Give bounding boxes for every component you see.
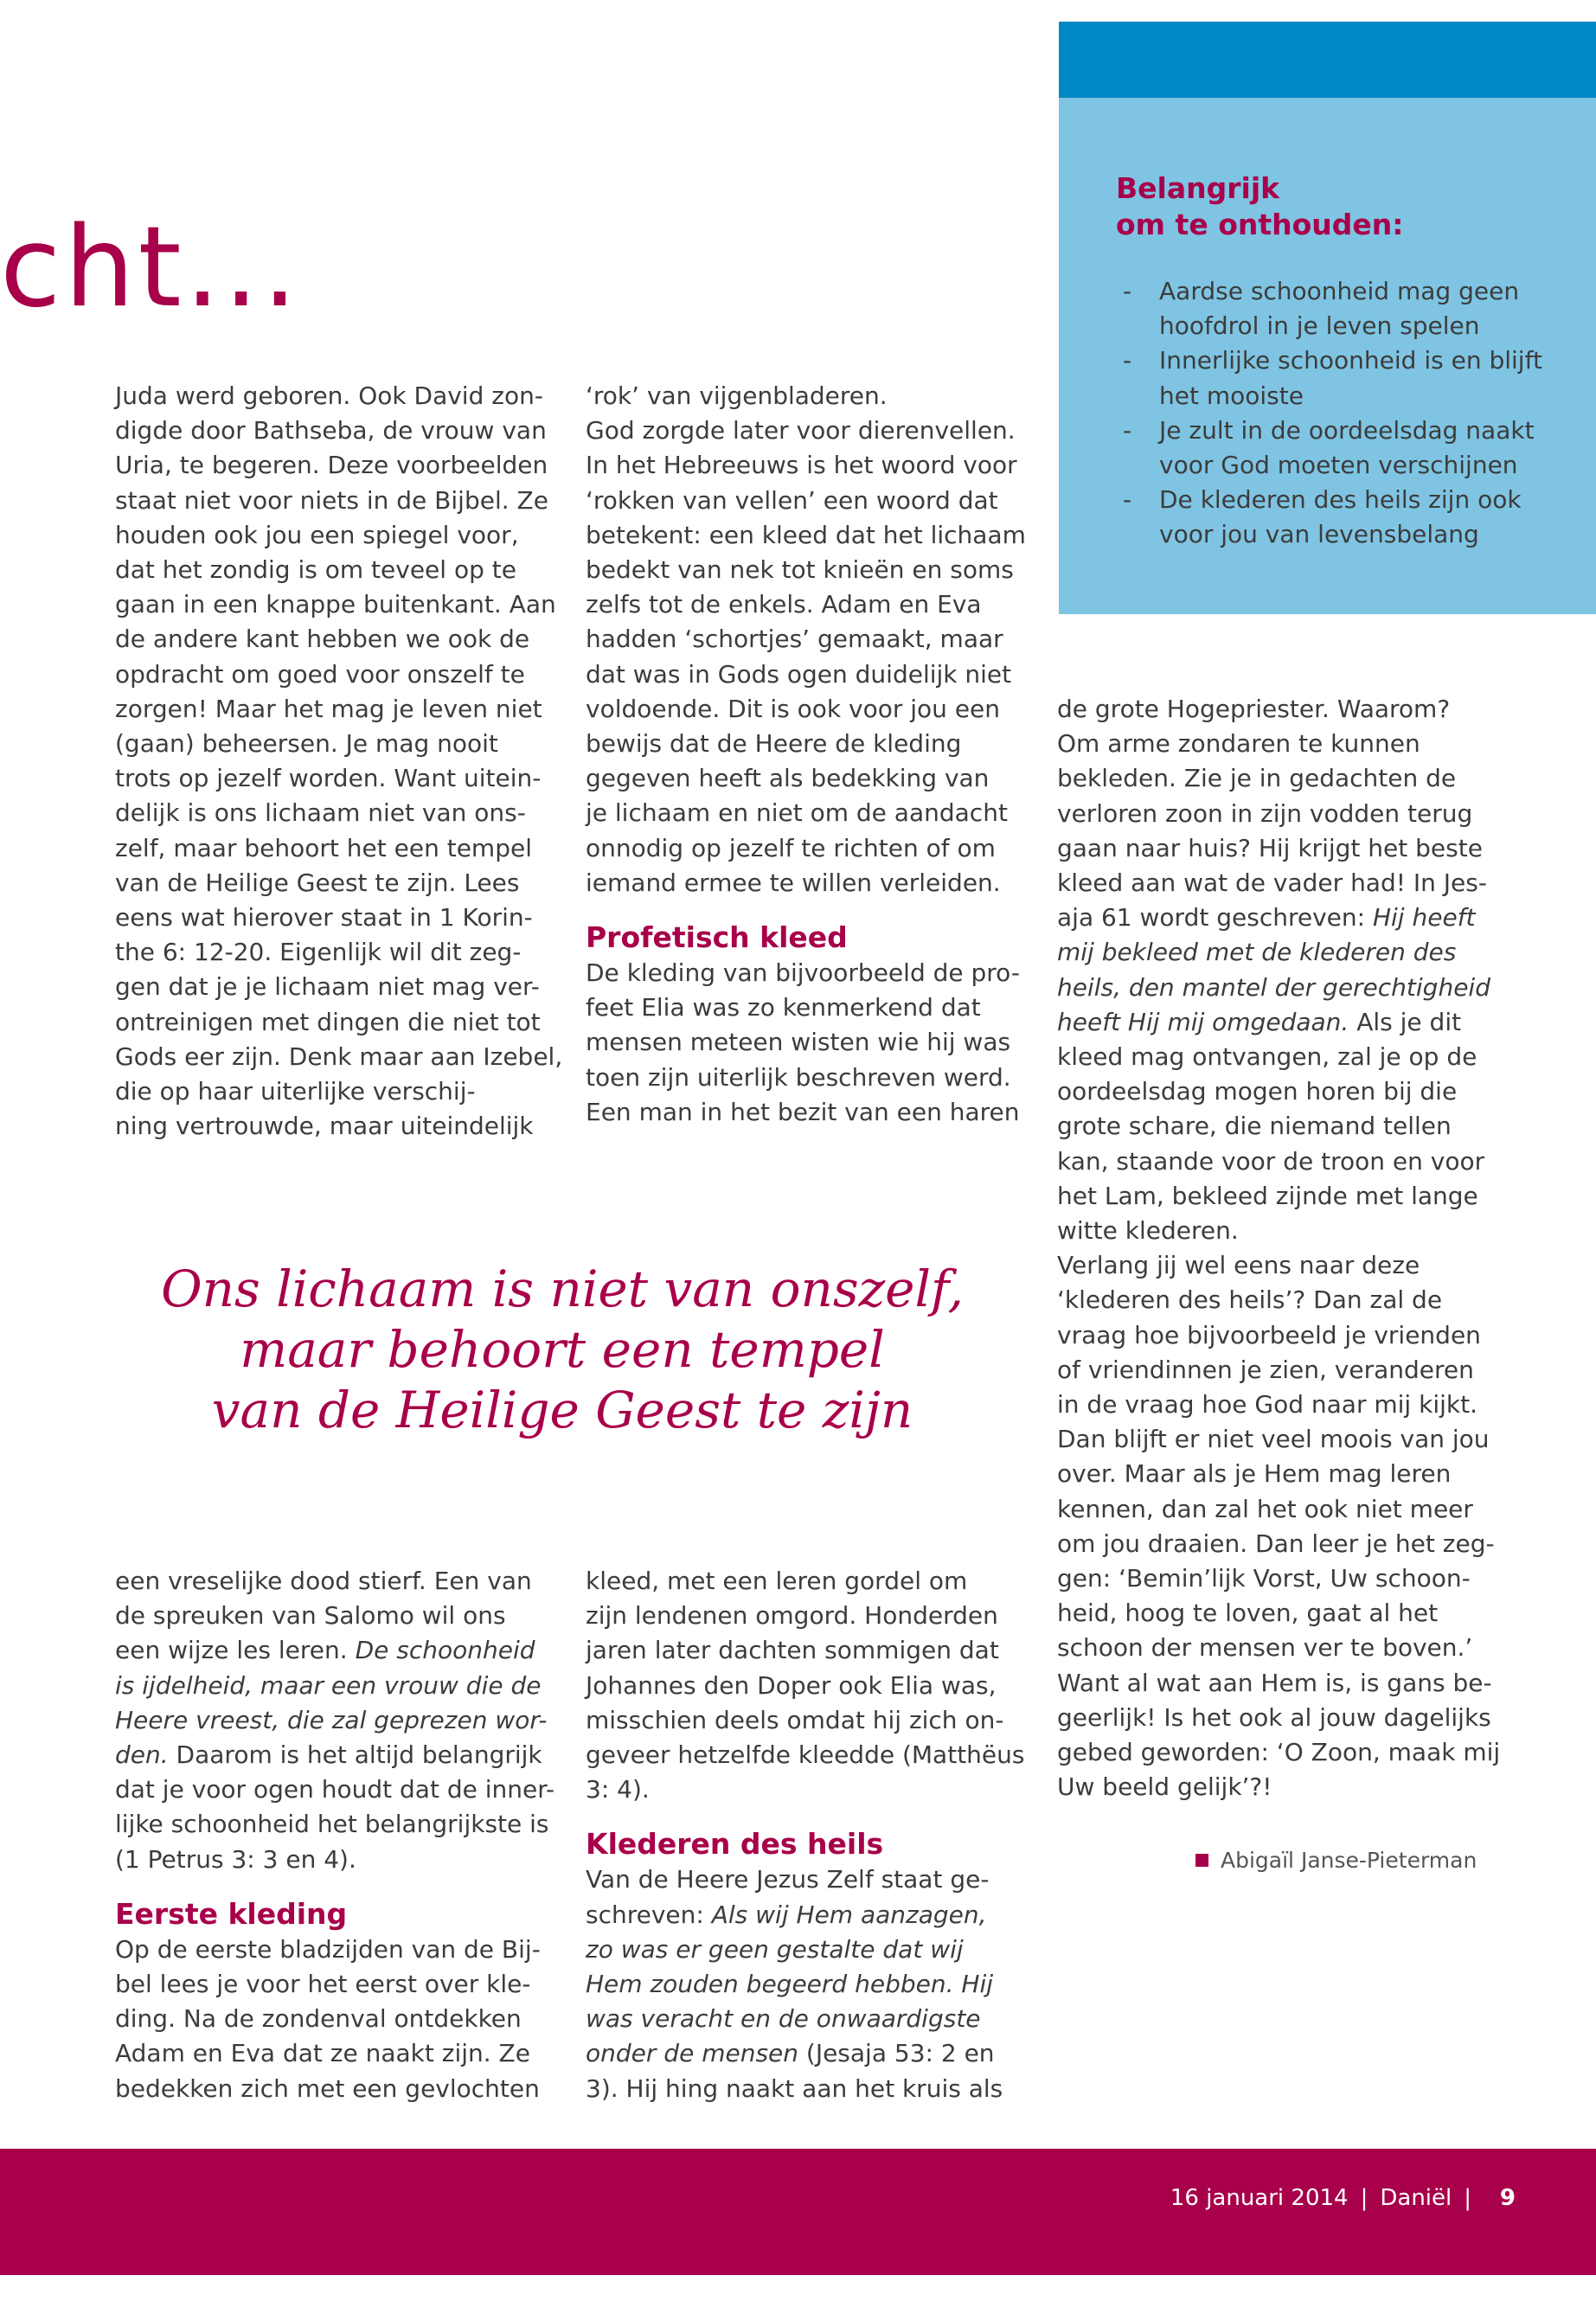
section-heading-eerste-kleding: Eerste kleding <box>115 1896 348 1931</box>
footer-separator: | <box>1464 2185 1471 2211</box>
page-footer <box>0 2149 1596 2275</box>
column-1-bottom <box>115 1564 565 2106</box>
key-point-item: - Je zult in de oordeelsdag naakt voor God moeten verschijnen <box>1123 413 1573 483</box>
column-3-text <box>1057 692 1507 1805</box>
pull-quote <box>130 1259 995 1440</box>
author-byline <box>1195 1843 1477 1878</box>
column-2-section-text: De kleding van bijvoorbeeld de pro- feet Elia was zo kenmerkend dat mensen meteen wisten wie hij was toen zijn uiterlijk beschreven werd. Een man in het bezit van een haren <box>586 958 1020 1126</box>
text-run: (Jesaja 53: 2 en 3). Hij hing naakt aan het kruis als <box>586 2039 1003 2103</box>
column-2-bottom-text: kleed, met een leren gordel om zijn lendenen omgord. Honderden jaren later dachten sommigen dat Johannes den Doper ook Elia was, misschien deels omdat hij zich on- geveer hetzelfde kleedde (Matthëus 3: 4). <box>586 1567 1025 1804</box>
column-3 <box>1057 692 1507 1805</box>
key-points-heading <box>1116 170 1403 243</box>
key-points-heading-line1: Belangrijk <box>1116 171 1280 205</box>
column-2-section-text <box>586 1862 1035 2106</box>
column-1-bottom-text <box>115 1564 565 1877</box>
italic-quote: Hij heeft mij bekleed met de klederen des heils, den mantel der gerechtigheid heeft Hij mij omgedaan. <box>1057 903 1490 1036</box>
italic-quote: De schoonheid is ijdelheid, maar een vrouw die de Heere vreest, die zal geprezen wor- den. <box>115 1636 548 1770</box>
page-number: 9 <box>1499 2185 1516 2211</box>
headline-fragment: cht... <box>0 203 301 332</box>
section-heading-profetisch-kleed: Profetisch kleed <box>586 920 848 955</box>
column-1-section-text: Op de eerste bladzijden van de Bij- bel lees je voor het eerst over kle- ding. Na de zondenval ontdekken Adam en Eva dat ze naakt zijn. Ze bedekken zich met een gevlochten <box>115 1934 541 2103</box>
key-point-item: - Aardse schoonheid mag geen hoofdrol in je leven spelen <box>1123 274 1573 343</box>
section-heading-klederen-des-heils: Klederen des heils <box>586 1827 884 1862</box>
key-points-box <box>1059 98 1596 614</box>
column-2-bottom <box>586 1564 1035 2106</box>
footer-magazine: Daniël <box>1380 2185 1452 2211</box>
italic-quote: Als wij Hem aanzagen, zo was er geen gestalte dat wij Hem zouden begeerd hebben. Hij was veracht en de onwaardigste onder de mensen <box>586 1900 993 2068</box>
square-bullet-icon <box>1195 1854 1208 1867</box>
text-run: Als je dit kleed mag ontvangen, zal je op de oordeelsdag mogen horen bij die grote schare, die niemand tellen kan, staande voor de troon en voor het Lam, bekleed zijnde met lange witte klederen. Verlang jij wel eens naar deze ‘klederen des heils’? Dan zal de vraag hoe bijvoorbeeld je vrienden of vriendinnen je zien, veranderen in de vraag hoe God naar mij kijkt. Dan blijft er niet veel moois van jou over. Maar als je Hem mag leren kennen, dan zal het ook niet meer om jou draaien. Dan leer je het zeg- gen: ‘Bemin’lijk Vorst, Uw schoon- heid, hoog te loven, gaat al het schoon der mensen ver te boven.’ Want al wat aan Hem is, is gans be- geerlijk! Is het ook al jouw dagelijks gebed geworden: ‘O Zoon, maak mij Uw beeld gelijk’?! <box>1057 1007 1501 1802</box>
key-point-item: - De klederen des heils zijn ook voor jou van levensbelang <box>1123 483 1573 552</box>
text-run: Daarom is het altijd belangrijk dat je voor ogen houdt dat de inner- lijke schoonheid het belangrijkste is (1 Petrus 3: 3 en 4). <box>115 1740 555 1874</box>
text-run: Van de Heere Jezus Zelf staat ge- schreven: <box>586 1865 990 1929</box>
key-points-list <box>1123 274 1573 553</box>
pull-quote-line2: maar behoort een tempel <box>240 1320 885 1379</box>
text-run: een vreselijke dood stierf. Een van de spreuken van Salomo wil ons een wijze les leren. <box>115 1567 532 1665</box>
pull-quote-line3: van de Heilige Geest te zijn <box>211 1381 913 1439</box>
column-1-top <box>115 379 565 1144</box>
footer-date: 16 januari 2014 <box>1170 2185 1349 2211</box>
key-point-item: - Innerlijke schoonheid is en blijft het mooiste <box>1123 343 1573 413</box>
pull-quote-line1: Ons lichaam is niet van onszelf, <box>161 1259 964 1318</box>
column-2-top <box>586 379 1035 1130</box>
column-2-top-text: ‘rok’ van vijgenbladeren. God zorgde later voor dierenvellen. In het Hebreeuws is het woord voor ‘rokken van vellen’ een woord dat betekent: een kleed dat het lichaam bedekt van nek tot knieën en soms zelfs tot de enkels. Adam en Eva hadden ‘schortjes’ gemaakt, maar dat was in Gods ogen duidelijk niet voldoende. Dit is ook voor jou een bewijs dat de Heere de kleding gegeven heeft als bedekking van je lichaam en niet om de aandacht onnodig op jezelf te richten of om iemand ermee te willen verleiden. <box>586 381 1026 897</box>
footer-separator: | <box>1360 2185 1368 2211</box>
sidebar-box-header-band <box>1059 22 1596 98</box>
key-points-heading-line2: om te onthouden: <box>1116 208 1404 241</box>
column-1-top-text: Juda werd geboren. Ook David zon- digde door Bathseba, de vrouw van Uria, te begeren. Deze voorbeelden staat niet voor niets in de Bijbel. Ze houden ook jou een spiegel voor, dat het zondig is om teveel op te gaan in een knappe buitenkant. Aan de andere kant hebben we ook de opdracht om goed voor onszelf te zorgen! Maar het mag je leven niet (gaan) beheersen. Je mag nooit trots op jezelf worden. Want uitein- delijk is ons lichaam niet van ons- zelf, maar behoort het een tempel van de Heilige Geest te zijn. Lees eens wat hierover staat in 1 Korin- the 6: 12-20. Eigenlijk wil dit zeg- gen dat je je lichaam niet mag ver- ontreinigen met dingen die niet tot Gods eer zijn. Denk maar aan Izebel, die op haar uiterlijke verschij- ning vertrouwde, maar uiteindelijk <box>115 381 563 1141</box>
author-name: Abigaïl Janse-Pieterman <box>1221 1848 1477 1873</box>
text-run: de grote Hogepriester. Waarom? Om arme zondaren te kunnen bekleden. Zie je in gedachten de verloren zoon in zijn vodden terug gaan naar huis? Hij krijgt het beste kleed aan wat de vader had! In Jes- aja 61 wordt geschreven: <box>1057 695 1487 933</box>
footer-info <box>1170 2185 1484 2211</box>
